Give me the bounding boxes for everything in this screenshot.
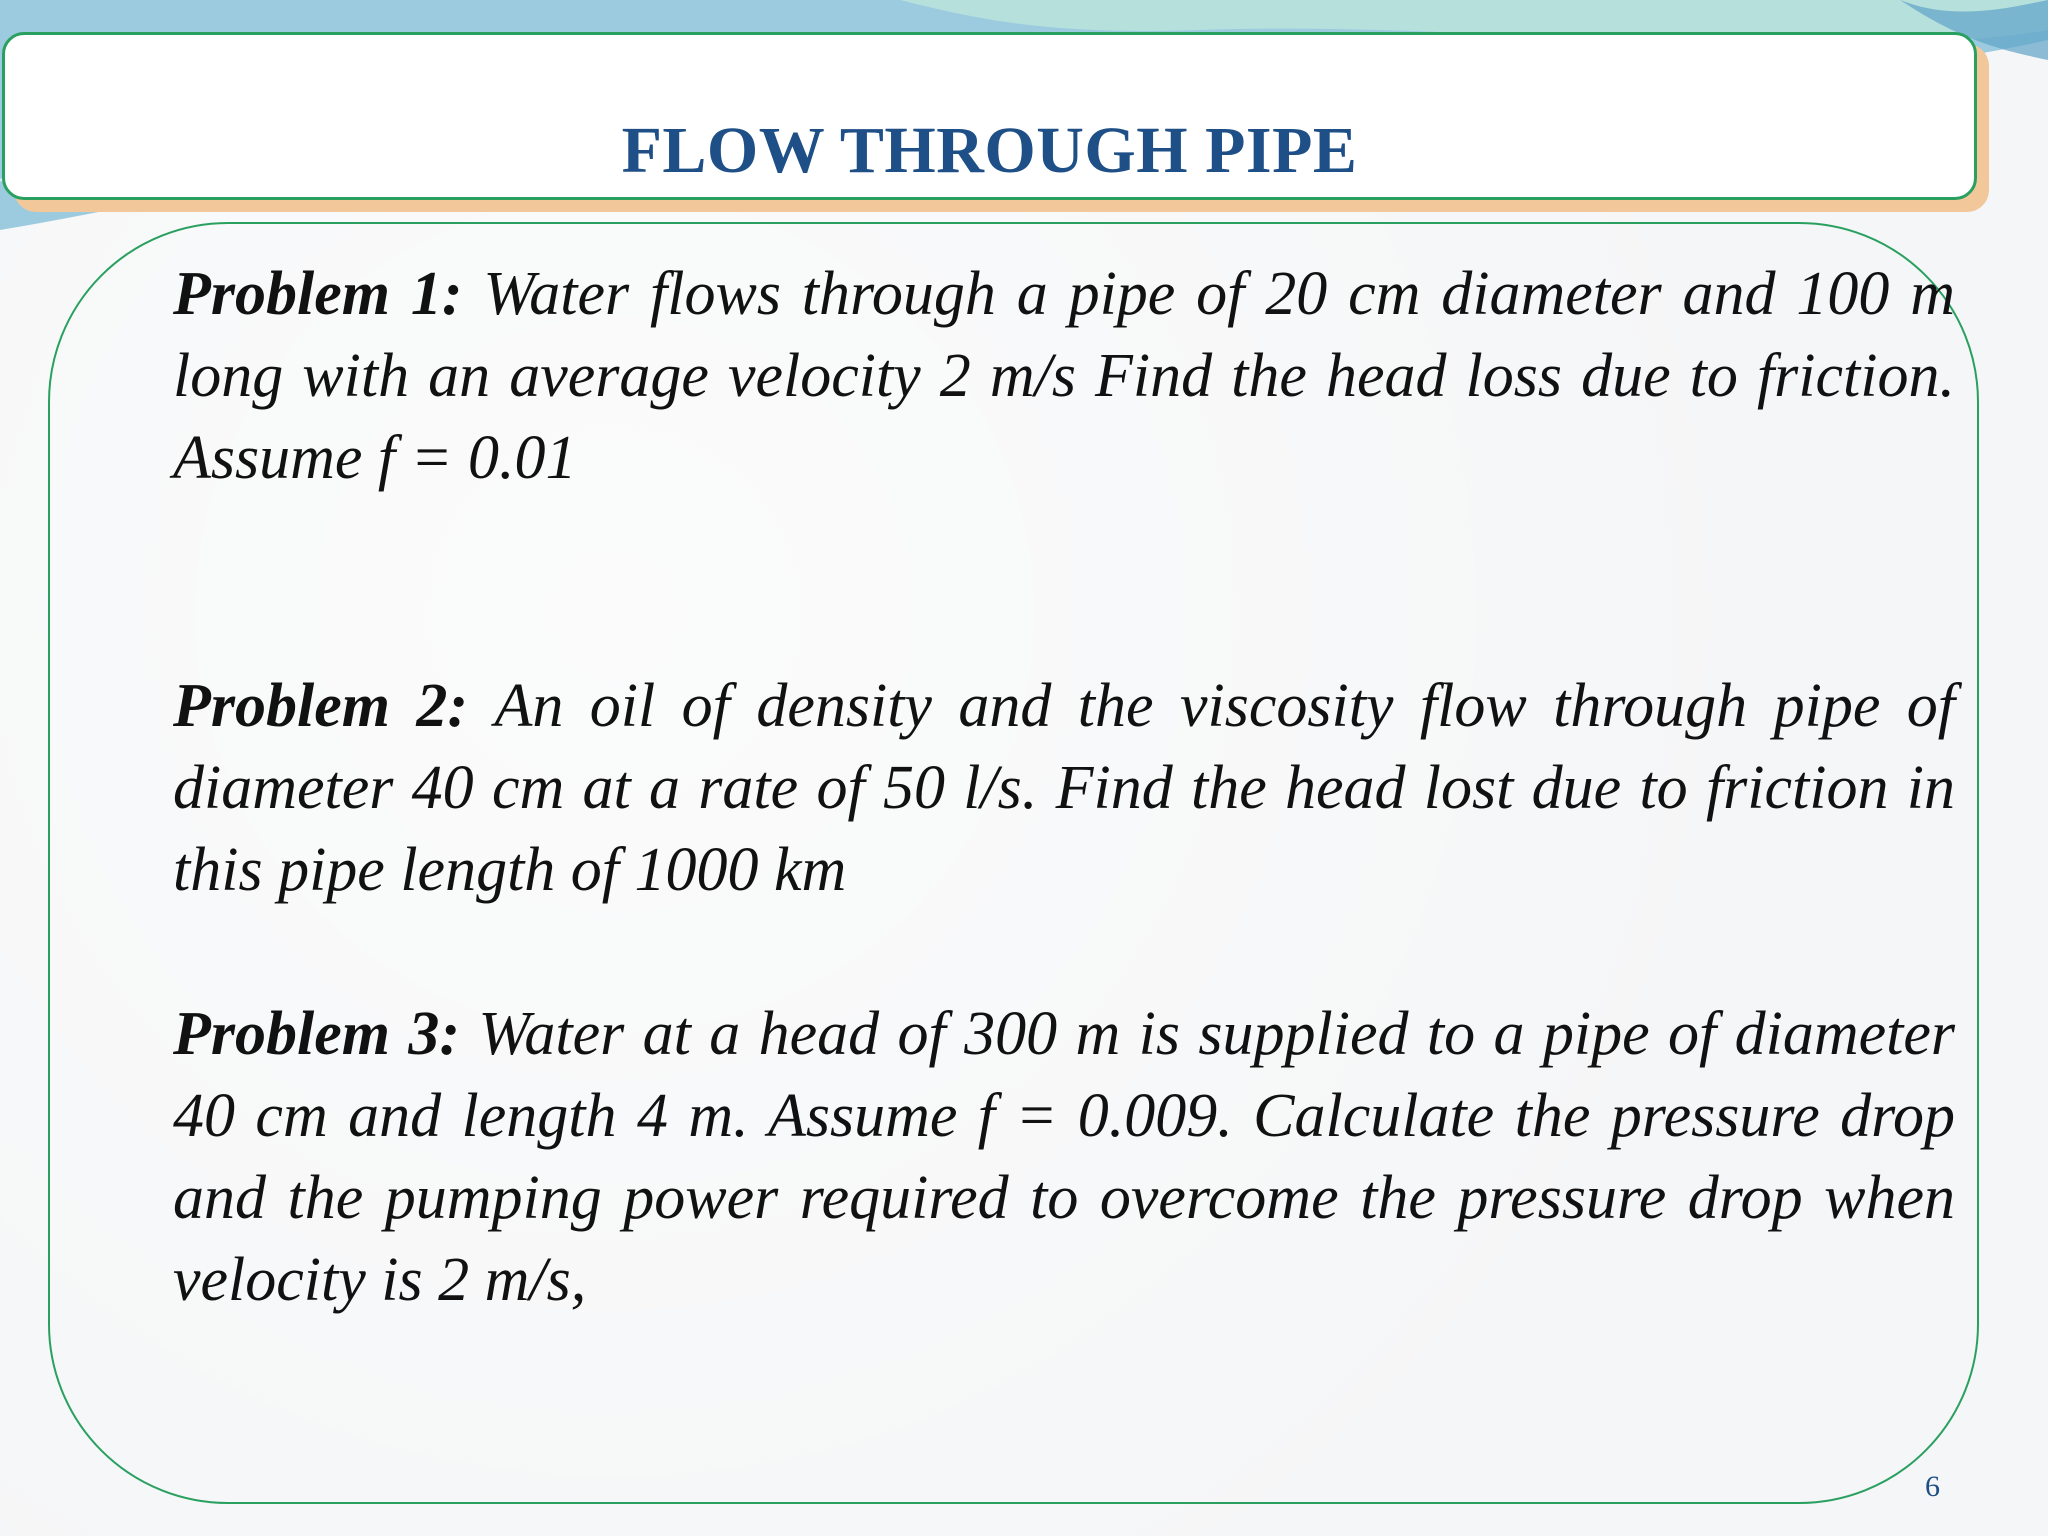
problem-1-text: Water flows through a pipe of 20 cm diameter and 100 m long with an average velocity 2 m/s Find the head loss due to friction. Assume f = 0.01 xyxy=(173,260,1955,492)
problem-2 xyxy=(173,665,1955,911)
problem-2-text: An oil of density and the viscosity flow through pipe of diameter 40 cm at a rate of 50 l/s. Find the head lost due to friction in this pipe length of 1000 km xyxy=(173,672,1955,904)
problem-3-label: Problem 3: xyxy=(173,1000,479,1068)
problem-1 xyxy=(173,253,1955,499)
problem-2-label: Problem 2: xyxy=(173,672,495,740)
page-number: 6 xyxy=(1925,1470,1940,1503)
problem-3 xyxy=(173,993,1955,1321)
slide-title: FLOW THROUGH PIPE xyxy=(621,114,1358,187)
problem-1-label: Problem 1: xyxy=(173,260,484,328)
problem-3-text: Water at a head of 300 m is supplied to a pipe of diameter 40 cm and length 4 m. Assume f = 0.009. Calculate the pressure drop and the pumping power required to overcome the pressure drop when velocity is 2 m/s, xyxy=(173,1000,1955,1314)
title-box xyxy=(2,32,1977,200)
